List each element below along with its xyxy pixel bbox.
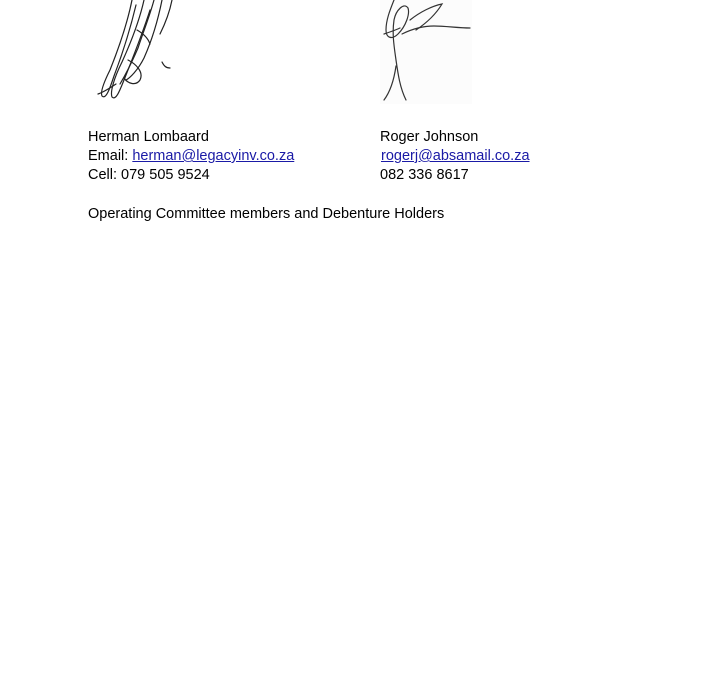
contact-block-left [88, 128, 294, 185]
cell-number: Cell: 079 505 9524 [88, 167, 210, 183]
signatory-name: Herman Lombaard [88, 129, 209, 145]
phone-number: 082 336 8617 [380, 167, 469, 183]
email-label: Email: [88, 148, 133, 164]
signatory-role-text: Operating Committee members and Debenture Holders [88, 206, 445, 222]
signature-left-drawing [92, 0, 182, 102]
signature-right-drawing [380, 0, 472, 104]
signature-herman-lombaard [92, 0, 182, 102]
signatory-name: Roger Johnson [380, 129, 479, 145]
email-line [88, 147, 294, 166]
email-link[interactable]: rogerj@absamail.co.za [381, 148, 530, 164]
signature-roger-johnson [380, 0, 472, 104]
contact-block-right [380, 128, 530, 185]
email-line [380, 147, 530, 166]
email-link[interactable]: herman@legacyinv.co.za [132, 148, 295, 164]
